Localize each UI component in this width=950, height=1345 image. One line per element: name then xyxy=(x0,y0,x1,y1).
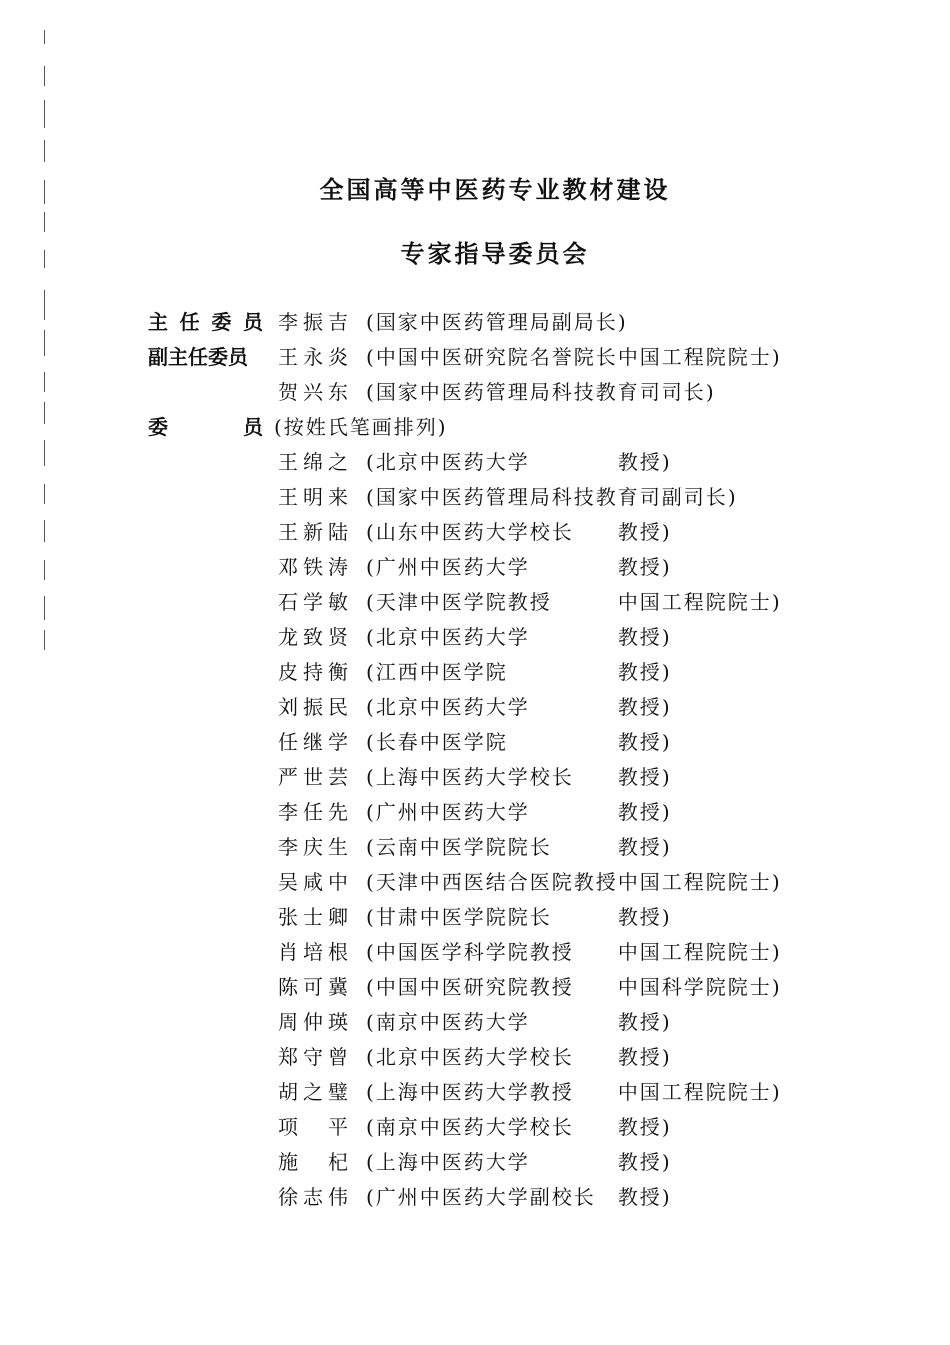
member-organization: 山东中医药大学校长 xyxy=(375,520,574,544)
role-label: 委员 xyxy=(148,415,263,439)
member-affiliation: (国家中医药管理局科技教育司副司长) xyxy=(366,480,738,515)
member-organization: 上海中医药大学 xyxy=(375,1150,530,1174)
member-name: 李庆生 xyxy=(278,835,348,859)
member-name: 王新陆 xyxy=(278,520,348,544)
page-title-line-2: 专家指导委员会 xyxy=(400,240,590,268)
member-name: 施杞 xyxy=(278,1150,348,1174)
member-title: 教授 xyxy=(617,1185,662,1209)
member-title: 教授 xyxy=(617,765,662,789)
roster-row xyxy=(148,620,908,655)
scan-mark xyxy=(44,30,45,44)
member-name: 刘振民 xyxy=(278,695,348,719)
members-ordering-note: (按姓氏笔画排列) xyxy=(274,415,448,439)
member-affiliation: (山东中医药大学校长 教授) xyxy=(366,515,672,550)
member-title: 教授 xyxy=(617,1115,662,1139)
member-name: 项平 xyxy=(278,1115,348,1139)
member-name: 龙致贤 xyxy=(278,625,348,649)
member-title: 教授 xyxy=(617,695,662,719)
member-organization: 广州中医药大学 xyxy=(375,555,530,579)
member-affiliation: (北京中医药大学校长 教授) xyxy=(366,1040,672,1075)
member-title: 中国科学院院士 xyxy=(617,975,772,999)
member-organization: 北京中医药大学 xyxy=(375,450,530,474)
member-organization: 广州中医药大学 xyxy=(375,800,530,824)
member-affiliation: (广州中医药大学副校长 教授) xyxy=(366,1180,672,1215)
roster-row xyxy=(148,1145,908,1180)
roster-row xyxy=(148,655,908,690)
member-name: 胡之璧 xyxy=(278,1080,348,1104)
scan-mark xyxy=(44,212,45,232)
roster-row xyxy=(148,375,908,410)
member-organization: 江西中医学院 xyxy=(375,660,508,684)
member-organization: 上海中医药大学教授 xyxy=(375,1080,574,1104)
member-title: 教授 xyxy=(617,1045,662,1069)
member-affiliation: (北京中医药大学 教授) xyxy=(366,445,672,480)
member-affiliation: (天津中医学院教授 中国工程院院士) xyxy=(366,585,782,620)
member-affiliation: (天津中西医结合医院教授中国工程院院士) xyxy=(366,865,782,900)
scan-margin-marks xyxy=(0,0,60,700)
member-affiliation: (广州中医药大学 教授) xyxy=(366,795,672,830)
roster-row xyxy=(148,445,908,480)
member-organization: 上海中医药大学校长 xyxy=(375,765,574,789)
member-name: 王绵之 xyxy=(278,450,348,474)
member-name: 周仲瑛 xyxy=(278,1010,348,1034)
member-title: 教授 xyxy=(617,800,662,824)
member-title: 教授 xyxy=(617,450,662,474)
member-affiliation: (上海中医药大学 教授) xyxy=(366,1145,672,1180)
member-organization: 北京中医药大学 xyxy=(375,625,530,649)
roster-row xyxy=(148,760,908,795)
member-title: 教授 xyxy=(617,1010,662,1034)
member-name: 张士卿 xyxy=(278,905,348,929)
member-name: 徐志伟 xyxy=(278,1185,348,1209)
roster-row xyxy=(148,1180,908,1215)
member-organization: 天津中医学院教授 xyxy=(375,590,552,614)
roster-row xyxy=(148,865,908,900)
member-affiliation: (中国中医研究院教授 中国科学院院士) xyxy=(366,970,782,1005)
member-affiliation: (广州中医药大学 教授) xyxy=(366,550,672,585)
member-organization: 长春中医学院 xyxy=(375,730,508,754)
member-title: 中国工程院院士 xyxy=(617,345,772,369)
member-title: 教授 xyxy=(617,730,662,754)
member-name: 陈可冀 xyxy=(278,975,348,999)
roster-row xyxy=(148,1075,908,1110)
member-name: 任继学 xyxy=(278,730,348,754)
member-affiliation: (南京中医药大学 教授) xyxy=(366,1005,672,1040)
scan-mark xyxy=(44,330,45,356)
member-organization: 云南中医学院院长 xyxy=(375,835,552,859)
role-label: 副主任委员 xyxy=(148,345,248,369)
member-organization: 中国中医研究院名誉院长 xyxy=(375,345,618,369)
roster-row xyxy=(148,690,908,725)
member-affiliation: (南京中医药大学校长 教授) xyxy=(366,1110,672,1145)
scan-mark xyxy=(44,630,45,650)
scan-mark xyxy=(44,66,45,86)
roster-row xyxy=(148,340,908,375)
member-affiliation: (长春中医学院 教授) xyxy=(366,725,672,760)
member-organization: 国家中医药管理局科技教育司司长 xyxy=(375,380,706,404)
roster-row xyxy=(148,830,908,865)
member-title: 中国工程院院士 xyxy=(617,940,772,964)
roster-row xyxy=(148,1040,908,1075)
member-affiliation: (北京中医药大学 教授) xyxy=(366,690,672,725)
member-title: 教授 xyxy=(617,1150,662,1174)
member-affiliation: (甘肃中医学院院长 教授) xyxy=(366,900,672,935)
member-affiliation: (上海中医药大学教授 中国工程院院士) xyxy=(366,1075,782,1110)
member-affiliation: (国家中医药管理局科技教育司司长) xyxy=(366,375,716,410)
member-name: 郑守曾 xyxy=(278,1045,348,1069)
member-affiliation: (中国中医研究院名誉院长中国工程院院士) xyxy=(366,340,782,375)
member-name: 邓铁涛 xyxy=(278,555,348,579)
member-title: 教授 xyxy=(617,520,662,544)
member-name: 皮持衡 xyxy=(278,660,348,684)
member-title: 中国工程院院士 xyxy=(617,590,772,614)
member-organization: 国家中医药管理局副局长 xyxy=(375,310,618,334)
member-name: 吴咸中 xyxy=(278,870,348,894)
member-name: 贺兴东 xyxy=(278,380,348,404)
roster-row xyxy=(148,970,908,1005)
member-title: 教授 xyxy=(617,905,662,929)
member-organization: 国家中医药管理局科技教育司副司长 xyxy=(375,485,728,509)
role-label: 主任委员 xyxy=(148,310,263,334)
roster-row xyxy=(148,1110,908,1145)
committee-roster xyxy=(148,305,908,1215)
member-affiliation: (北京中医药大学 教授) xyxy=(366,620,672,655)
roster-row xyxy=(148,515,908,550)
member-organization: 南京中医药大学 xyxy=(375,1010,530,1034)
member-name: 肖培根 xyxy=(278,940,348,964)
scan-mark xyxy=(44,290,45,320)
roster-row xyxy=(148,900,908,935)
roster-row xyxy=(148,550,908,585)
scan-mark xyxy=(44,560,45,580)
member-affiliation: (江西中医学院 教授) xyxy=(366,655,672,690)
roster-row xyxy=(148,725,908,760)
member-affiliation: (国家中医药管理局副局长) xyxy=(366,305,628,340)
roster-row xyxy=(148,795,908,830)
scan-mark xyxy=(44,440,45,466)
roster-row xyxy=(148,410,908,445)
member-organization: 甘肃中医学院院长 xyxy=(375,905,552,929)
scan-mark xyxy=(44,140,45,162)
member-organization: 北京中医药大学校长 xyxy=(375,1045,574,1069)
member-organization: 中国医学科学院教授 xyxy=(375,940,574,964)
member-name: 严世芸 xyxy=(278,765,348,789)
scan-mark xyxy=(44,484,45,504)
roster-row xyxy=(148,1005,908,1040)
member-name: 王永炎 xyxy=(278,345,348,369)
scan-mark xyxy=(44,402,45,424)
page-title-line-1: 全国高等中医药专业教材建设 xyxy=(319,176,671,204)
roster-row xyxy=(148,585,908,620)
scan-mark xyxy=(44,372,45,392)
member-title: 中国工程院院士 xyxy=(617,1080,772,1104)
roster-row xyxy=(148,480,908,515)
member-affiliation: (中国医学科学院教授 中国工程院院士) xyxy=(366,935,782,970)
scan-mark xyxy=(44,596,45,620)
member-organization: 北京中医药大学 xyxy=(375,695,530,719)
member-affiliation: (云南中医学院院长 教授) xyxy=(366,830,672,865)
member-title: 教授 xyxy=(617,835,662,859)
member-title: 教授 xyxy=(617,555,662,579)
member-organization: 广州中医药大学副校长 xyxy=(375,1185,596,1209)
member-title: 教授 xyxy=(617,625,662,649)
member-affiliation: (上海中医药大学校长 教授) xyxy=(366,760,672,795)
member-organization: 中国中医研究院教授 xyxy=(375,975,574,999)
member-title: 中国工程院院士 xyxy=(617,870,772,894)
member-organization: 天津中西医结合医院教授 xyxy=(375,870,618,894)
member-name: 石学敏 xyxy=(278,590,348,614)
roster-row xyxy=(148,935,908,970)
member-organization: 南京中医药大学校长 xyxy=(375,1115,574,1139)
member-name: 李振吉 xyxy=(278,310,348,334)
scan-mark xyxy=(44,100,45,128)
member-name: 李任先 xyxy=(278,800,348,824)
scan-mark xyxy=(44,520,45,542)
member-name: 王明来 xyxy=(278,485,348,509)
member-title: 教授 xyxy=(617,660,662,684)
roster-row xyxy=(148,305,908,340)
